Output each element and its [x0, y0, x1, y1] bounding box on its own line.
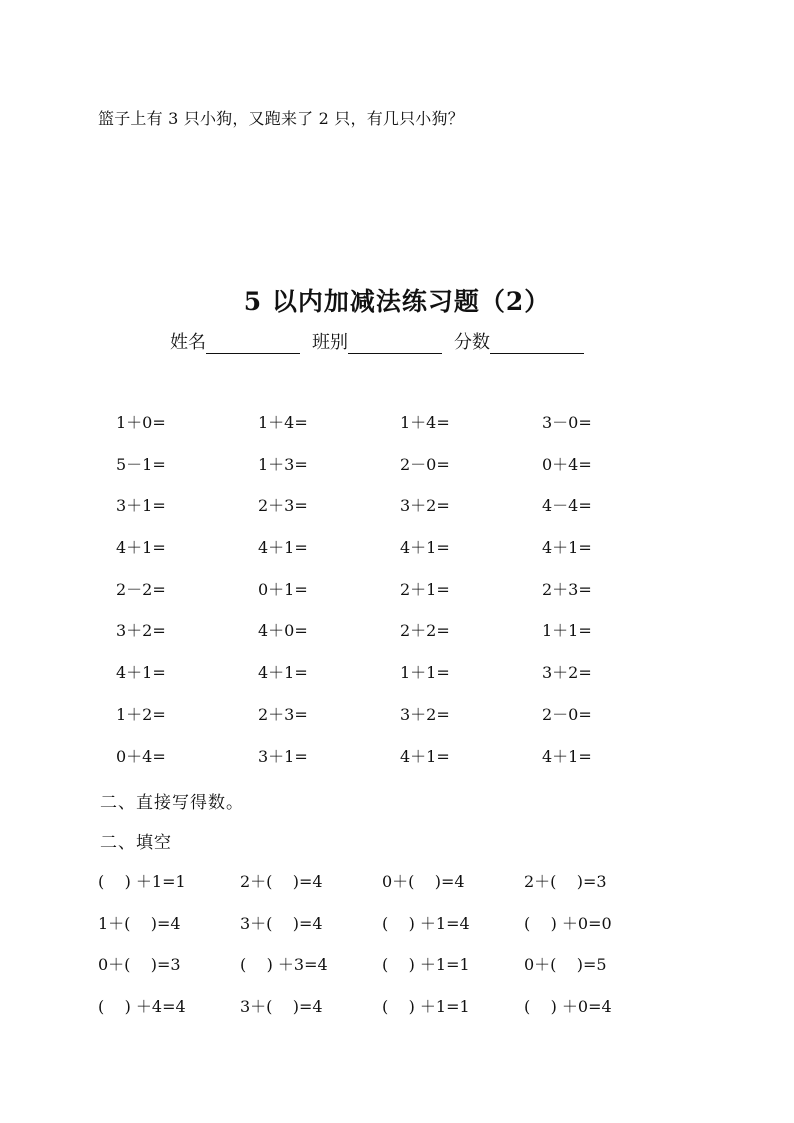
arithmetic-item: 4＋1=: [542, 538, 592, 558]
fill-blank-item: 3＋( )=4: [240, 996, 323, 1016]
section-fill-heading: 二、填空: [100, 833, 172, 853]
fill-blank-item: ( ) ＋3=4: [240, 955, 328, 974]
fill-blank-row: [98, 952, 718, 994]
fill-blank-grid: [98, 869, 718, 1035]
fill-blank-item: ( ) ＋0=4: [524, 996, 612, 1016]
arithmetic-item: 3＋2=: [400, 704, 450, 724]
score-label: 分数: [454, 332, 490, 353]
arithmetic-item: 1＋4=: [400, 413, 450, 432]
arithmetic-item: 2＋1=: [400, 579, 450, 599]
score-field: [454, 328, 596, 354]
arithmetic-item: 4＋1=: [116, 538, 166, 558]
arithmetic-row: [116, 535, 716, 577]
arithmetic-row: [116, 744, 716, 786]
arithmetic-item: 4＋1=: [258, 538, 308, 558]
fill-blank-row: [98, 869, 718, 911]
arithmetic-item: 4＋1=: [116, 663, 166, 683]
arithmetic-row: [116, 618, 716, 660]
fill-blank-row: [98, 911, 718, 953]
arithmetic-row: [116, 702, 716, 744]
arithmetic-item: 5－1=: [116, 454, 166, 474]
student-info-row: [170, 328, 596, 354]
fill-blank-item: 0＋( )=4: [382, 872, 465, 891]
arithmetic-item: 3＋2=: [542, 663, 592, 683]
arithmetic-item: 1＋4=: [258, 413, 308, 432]
arithmetic-item: 1＋0=: [116, 413, 166, 432]
arithmetic-item: 1＋1=: [400, 663, 450, 683]
arithmetic-item: 0＋4=: [116, 746, 166, 766]
arithmetic-item: 0＋1=: [258, 579, 308, 599]
fill-blank-item: 3＋( )=4: [240, 913, 323, 933]
class-blank[interactable]: [348, 333, 442, 354]
section-direct-heading: 二、直接写得数。: [100, 793, 244, 813]
arithmetic-row: [116, 410, 716, 452]
arithmetic-row: [116, 660, 716, 702]
fill-blank-item: ( ) ＋1=1: [98, 872, 186, 891]
fill-blank-item: 2＋( )=3: [524, 872, 607, 891]
fill-blank-item: 0＋( )=3: [98, 955, 181, 974]
arithmetic-item: 2－0=: [542, 704, 592, 724]
arithmetic-item: 3－0=: [542, 413, 592, 432]
name-label: 姓名: [170, 332, 206, 353]
arithmetic-item: 2－2=: [116, 579, 166, 599]
arithmetic-item: 1＋2=: [116, 704, 166, 724]
score-blank[interactable]: [490, 333, 584, 354]
fill-blank-item: 2＋( )=4: [240, 872, 323, 891]
arithmetic-item: 3＋1=: [258, 746, 308, 766]
fill-blank-item: ( ) ＋0=0: [524, 913, 612, 933]
arithmetic-row: [116, 577, 716, 619]
arithmetic-item: 3＋2=: [400, 496, 450, 516]
class-field: [312, 328, 454, 354]
arithmetic-item: 1＋3=: [258, 454, 308, 474]
name-blank[interactable]: [206, 333, 300, 354]
worksheet-title: 5 以内加减法练习题（2）: [243, 287, 551, 316]
fill-blank-item: ( ) ＋1=1: [382, 996, 470, 1016]
arithmetic-item: 0＋4=: [542, 454, 592, 474]
arithmetic-item: 3＋2=: [116, 621, 166, 641]
fill-blank-item: 0＋( )=5: [524, 955, 607, 974]
arithmetic-item: 1＋1=: [542, 621, 592, 641]
arithmetic-item: 4－4=: [542, 496, 592, 516]
arithmetic-item: 2＋3=: [258, 704, 308, 724]
arithmetic-item: 4＋0=: [258, 621, 308, 641]
arithmetic-item: 4＋1=: [400, 746, 450, 766]
class-label: 班别: [312, 332, 348, 353]
arithmetic-item: 2＋3=: [258, 496, 308, 516]
word-problem: 篮子上有 3 只小狗，又跑来了 2 只，有几只小狗？: [98, 109, 464, 128]
name-field: [170, 328, 312, 354]
arithmetic-item: 3＋1=: [116, 496, 166, 516]
fill-blank-item: ( ) ＋1=4: [382, 913, 470, 933]
arithmetic-grid: [116, 410, 716, 785]
arithmetic-row: [116, 493, 716, 535]
arithmetic-row: [116, 452, 716, 494]
arithmetic-item: 4＋1=: [400, 538, 450, 558]
fill-blank-item: ( ) ＋4=4: [98, 996, 186, 1016]
arithmetic-item: 2－0=: [400, 454, 450, 474]
arithmetic-item: 2＋3=: [542, 579, 592, 599]
fill-blank-row: [98, 994, 718, 1036]
fill-blank-item: 1＋( )=4: [98, 913, 181, 933]
fill-blank-item: ( ) ＋1=1: [382, 955, 470, 974]
arithmetic-item: 2＋2=: [400, 621, 450, 641]
arithmetic-item: 4＋1=: [542, 746, 592, 766]
arithmetic-item: 4＋1=: [258, 663, 308, 683]
